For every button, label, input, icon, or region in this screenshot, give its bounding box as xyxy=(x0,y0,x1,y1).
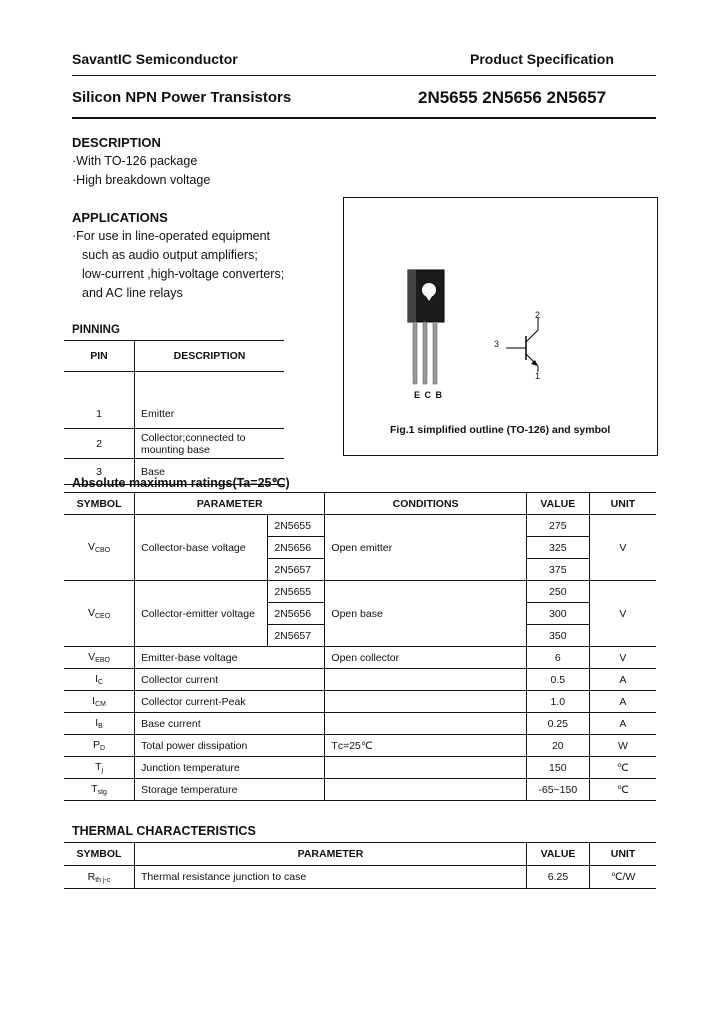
unit-cell: A xyxy=(589,669,656,691)
value-cell: 325 xyxy=(526,537,589,559)
col-symbol: SYMBOL xyxy=(64,493,135,515)
pin-header: PIN xyxy=(64,341,135,372)
value-cell: 0.25 xyxy=(526,713,589,735)
parameter-cell: Collector-base voltage xyxy=(135,515,268,581)
col-unit: UNIT xyxy=(589,493,656,515)
col-symbol: SYMBOL xyxy=(64,843,135,866)
value-cell: 375 xyxy=(526,559,589,581)
company-name: SavantIC Semiconductor xyxy=(72,51,238,67)
condition-cell xyxy=(325,779,526,801)
pin-desc-header: DESCRIPTION xyxy=(135,341,285,372)
col-unit: UNIT xyxy=(590,843,657,866)
value-cell: 250 xyxy=(526,581,589,603)
figure-caption: Fig.1 simplified outline (TO-126) and symbol xyxy=(390,424,611,436)
applications-line: and AC line relays xyxy=(82,286,183,300)
thermal-title: THERMAL CHARACTERISTICS xyxy=(72,824,256,838)
parameter-cell: Thermal resistance junction to case xyxy=(135,866,527,889)
parameter-cell: Storage temperature xyxy=(135,779,325,801)
unit-cell: V xyxy=(589,647,656,669)
part-cell: 2N5655 xyxy=(268,581,325,603)
header-divider xyxy=(72,75,656,76)
parameter-cell: Total power dissipation xyxy=(135,735,325,757)
symbol-cell: $V_{CBO}$ xyxy=(64,515,135,581)
ratings-table xyxy=(64,492,656,801)
symbol-cell: $T_j$ xyxy=(64,757,135,779)
pin-number: 1 xyxy=(64,372,135,429)
symbol-cell: $P_D$ xyxy=(64,735,135,757)
figure-box xyxy=(343,197,658,456)
condition-cell xyxy=(325,691,526,713)
value-cell: 275 xyxy=(526,515,589,537)
value-cell: 150 xyxy=(526,757,589,779)
value-cell: 350 xyxy=(526,625,589,647)
unit-cell: A xyxy=(589,691,656,713)
pin-labels: E C B xyxy=(414,390,444,400)
unit-cell: ℃ xyxy=(589,757,656,779)
ratings-title: Absolute maximum ratings(Ta=25℃) xyxy=(72,476,290,490)
symbol-cell: $I_B$ xyxy=(64,713,135,735)
applications-line: ·For use in line-operated equipment xyxy=(72,229,271,243)
value-cell: -65~150 xyxy=(526,779,589,801)
symbol-collector-label: 2 xyxy=(535,310,541,320)
part-cell: 2N5656 xyxy=(268,537,325,559)
part-cell: 2N5657 xyxy=(268,625,325,647)
symbol-emitter-label: 1 xyxy=(535,371,541,381)
description-title: DESCRIPTION xyxy=(72,135,161,150)
parameter-cell: Junction temperature xyxy=(135,757,325,779)
symbol-cell: $R_{th j-c}$ xyxy=(64,866,135,889)
condition-cell xyxy=(325,713,526,735)
pinning-table xyxy=(64,340,284,485)
product-line: Silicon NPN Power Transistors xyxy=(72,89,292,106)
title-divider xyxy=(72,117,656,119)
col-parameter: PARAMETER xyxy=(135,493,325,515)
pin-description: Base xyxy=(135,459,285,485)
part-cell: 2N5657 xyxy=(268,559,325,581)
pin-number: 3 xyxy=(64,459,135,485)
applications-line: such as audio output amplifiers; xyxy=(82,248,258,262)
part-cell: 2N5655 xyxy=(268,515,325,537)
condition-cell: Open base xyxy=(325,581,526,647)
description-item: ·High breakdown voltage xyxy=(72,173,211,187)
col-value: VALUE xyxy=(526,493,589,515)
symbol-cell: $V_{EBO}$ xyxy=(64,647,135,669)
thermal-table xyxy=(64,842,656,889)
parameter-cell: Base current xyxy=(135,713,325,735)
pin-description: Collector;connected to mounting base xyxy=(135,429,285,459)
col-value: VALUE xyxy=(527,843,590,866)
value-cell: 20 xyxy=(526,735,589,757)
pin-number: 2 xyxy=(64,429,135,459)
parameter-cell: Collector current xyxy=(135,669,325,691)
part-numbers: 2N5655 2N5656 2N5657 xyxy=(418,88,607,107)
pin-description: Emitter xyxy=(135,372,285,429)
unit-cell: A xyxy=(589,713,656,735)
symbol-cell: $V_{CEO}$ xyxy=(64,581,135,647)
col-parameter: PARAMETER xyxy=(135,843,527,866)
condition-cell xyxy=(325,757,526,779)
value-cell: 0.5 xyxy=(526,669,589,691)
applications-title: APPLICATIONS xyxy=(72,210,168,225)
condition-cell: Open collector xyxy=(325,647,526,669)
value-cell: 6.25 xyxy=(527,866,590,889)
applications-line: low-current ,high-voltage converters; xyxy=(82,267,285,281)
doc-type: Product Specification xyxy=(470,51,614,67)
pinning-title: PINNING xyxy=(72,324,120,336)
unit-cell: V xyxy=(589,581,656,647)
condition-cell: Tᴄ=25℃ xyxy=(325,735,526,757)
condition-cell xyxy=(325,669,526,691)
description-item: ·With TO-126 package xyxy=(72,154,198,168)
unit-cell: ℃/W xyxy=(590,866,657,889)
unit-cell: V xyxy=(589,515,656,581)
value-cell: 300 xyxy=(526,603,589,625)
col-conditions: CONDITIONS xyxy=(325,493,526,515)
value-cell: 1.0 xyxy=(526,691,589,713)
symbol-base-label: 3 xyxy=(494,339,500,349)
parameter-cell: Emitter-base voltage xyxy=(135,647,325,669)
parameter-cell: Collector-emitter voltage xyxy=(135,581,268,647)
symbol-cell: $I_C$ xyxy=(64,669,135,691)
unit-cell: W xyxy=(589,735,656,757)
unit-cell: ℃ xyxy=(589,779,656,801)
part-cell: 2N5656 xyxy=(268,603,325,625)
value-cell: 6 xyxy=(526,647,589,669)
condition-cell: Open emitter xyxy=(325,515,526,581)
parameter-cell: Collector current-Peak xyxy=(135,691,325,713)
symbol-cell: $I_{CM}$ xyxy=(64,691,135,713)
symbol-cell: $T_{stg}$ xyxy=(64,779,135,801)
